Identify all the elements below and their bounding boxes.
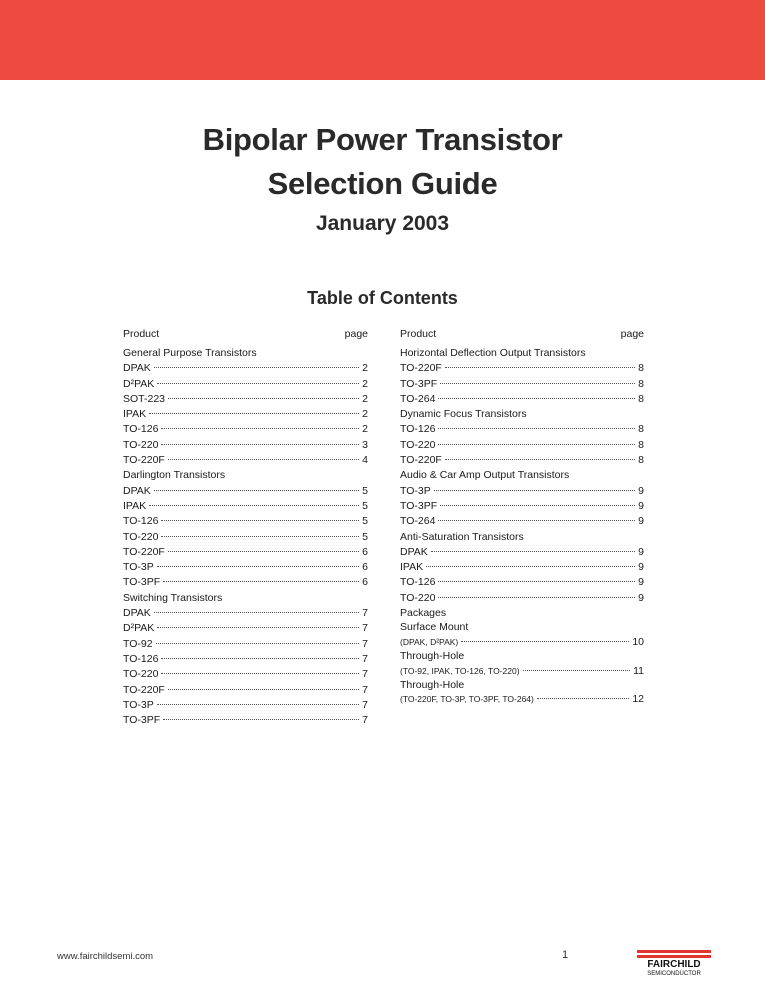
- dot-leader: [438, 520, 635, 521]
- dot-leader: [438, 444, 635, 445]
- dot-leader: [438, 398, 635, 399]
- dot-leader: [461, 641, 629, 642]
- toc-entry[interactable]: [123, 621, 368, 636]
- dot-leader: [154, 612, 359, 613]
- toc-entry-page: 7: [362, 698, 368, 711]
- dot-leader: [161, 673, 359, 674]
- toc-entry-name: DPAK: [123, 362, 151, 375]
- toc-section-title: Darlington Transistors: [123, 469, 226, 482]
- footer-website-url: www.fairchildsemi.com: [57, 951, 154, 962]
- toc-entry[interactable]: [400, 422, 644, 437]
- dot-leader: [157, 383, 359, 384]
- page-column-label: page: [344, 328, 368, 340]
- toc-entry[interactable]: [123, 560, 368, 575]
- toc-entry[interactable]: [123, 713, 368, 728]
- toc-entry[interactable]: [400, 692, 644, 707]
- toc-entry-page: 6: [362, 561, 368, 574]
- dot-leader: [445, 459, 635, 460]
- toc-entry[interactable]: [123, 407, 368, 422]
- dot-leader: [168, 398, 359, 399]
- toc-column-header: [123, 327, 368, 343]
- toc-entry-page: 7: [362, 622, 368, 635]
- toc-entry-page: 8: [638, 423, 644, 436]
- toc-entry-page: 2: [362, 392, 368, 405]
- toc-entry-page: 9: [638, 576, 644, 589]
- logo-bar: [637, 950, 711, 953]
- toc-entry-name: DPAK: [123, 607, 151, 620]
- toc-section-title: Horizontal Deflection Output Transistors: [400, 347, 586, 359]
- toc-entry-name: TO-3PF: [400, 499, 438, 512]
- toc-entry-name: TO-92: [123, 637, 153, 650]
- toc-entry-page: 7: [362, 714, 368, 727]
- toc-entry-name: (TO-92, IPAK, TO-126, TO-220): [400, 665, 520, 676]
- toc-entry-name: TO-220F: [123, 454, 165, 467]
- toc-section-title: General Purpose Transistors: [123, 347, 257, 359]
- toc-entry[interactable]: [123, 514, 368, 529]
- page-title-line-2: Selection Guide: [267, 166, 498, 201]
- dot-leader: [163, 719, 359, 720]
- toc-entry[interactable]: [123, 499, 368, 514]
- dot-leader: [157, 566, 359, 567]
- toc-entry-page: 8: [638, 454, 644, 467]
- toc-section-title: Packages: [400, 607, 447, 620]
- dot-leader: [438, 581, 635, 582]
- toc-column-right: [400, 327, 644, 708]
- toc-entry-page: 6: [362, 545, 368, 558]
- toc-entry-page: 2: [362, 408, 368, 421]
- toc-entry-name: DPAK: [400, 545, 428, 558]
- toc-entry-page: 10: [632, 635, 644, 648]
- toc-entry-name: DPAK: [123, 484, 151, 497]
- dot-leader: [157, 704, 359, 705]
- toc-entry[interactable]: [400, 484, 644, 499]
- package-group-label: Surface Mount: [400, 621, 469, 634]
- dot-leader: [168, 689, 359, 690]
- toc-entry-name: D²PAK: [123, 377, 155, 390]
- dot-leader: [161, 444, 359, 445]
- toc-entry[interactable]: [123, 652, 368, 667]
- toc-entry-name: TO-220: [400, 591, 436, 604]
- footer-page-number: 1: [562, 949, 569, 961]
- toc-entry-page: 6: [362, 576, 368, 589]
- dot-leader: [523, 670, 631, 671]
- toc-entry[interactable]: [123, 606, 368, 621]
- toc-entry-page: 9: [638, 515, 644, 528]
- page-title-line-1: Bipolar Power Transistor: [202, 122, 563, 157]
- toc-entry-page: 7: [362, 652, 368, 665]
- toc-entry-page: 9: [638, 499, 644, 512]
- toc-entry[interactable]: [400, 499, 644, 514]
- toc-entry-page: 7: [362, 637, 368, 650]
- toc-entry-page: 5: [362, 499, 368, 512]
- toc-entry-name: TO-126: [400, 576, 436, 589]
- toc-entry-page: 11: [633, 664, 644, 677]
- toc-entry[interactable]: [123, 637, 368, 652]
- logo-bar: [637, 955, 711, 958]
- toc-entry-page: 5: [362, 530, 368, 543]
- toc-entry[interactable]: [123, 698, 368, 713]
- dot-leader: [440, 383, 635, 384]
- toc-entry-name: TO-126: [123, 423, 159, 436]
- toc-entry[interactable]: [123, 683, 368, 698]
- toc-entry-name: TO-220: [400, 438, 436, 451]
- toc-entry-page: 8: [638, 377, 644, 390]
- toc-entry-name: TO-126: [123, 515, 159, 528]
- toc-entry-name: TO-3P: [123, 561, 154, 574]
- logo-subtext: SEMICONDUCTOR: [647, 971, 701, 976]
- dot-leader: [154, 490, 359, 491]
- toc-entry-name: TO-264: [400, 392, 436, 405]
- toc-entry-name: (TO-220F, TO-3P, TO-3PF, TO-264): [400, 694, 534, 705]
- toc-entry-name: IPAK: [400, 561, 424, 574]
- toc-section-title: Switching Transistors: [123, 591, 223, 604]
- logo-text: FAIRCHILD: [647, 959, 701, 970]
- toc-entry[interactable]: [123, 392, 368, 407]
- toc-entry-name: SOT-223: [123, 392, 166, 405]
- toc-entry[interactable]: [123, 575, 368, 590]
- toc-entry[interactable]: [123, 484, 368, 499]
- toc-heading: Table of Contents: [307, 288, 458, 308]
- toc-entry-page: 5: [362, 515, 368, 528]
- dot-leader: [149, 413, 359, 414]
- toc-entry[interactable]: [123, 453, 368, 468]
- publication-date: January 2003: [315, 212, 450, 235]
- toc-entry[interactable]: [123, 377, 368, 392]
- dot-leader: [157, 627, 359, 628]
- toc-entry-page: 2: [362, 377, 368, 390]
- toc-entry-page: 7: [362, 668, 368, 681]
- toc-column-header: [400, 327, 644, 343]
- toc-entry-name: TO-220F: [400, 362, 442, 375]
- toc-entry-name: TO-220F: [123, 545, 165, 558]
- toc-entry-page: 2: [362, 362, 368, 375]
- toc-entry[interactable]: [400, 560, 644, 575]
- toc-entry[interactable]: [400, 361, 644, 376]
- toc-entry[interactable]: [400, 575, 644, 590]
- toc-entry-page: 9: [638, 484, 644, 497]
- dot-leader: [445, 367, 635, 368]
- toc-entry-name: (DPAK, D²PAK): [400, 636, 459, 647]
- product-column-label: Product: [400, 328, 437, 340]
- toc-entry-name: TO-126: [123, 652, 159, 665]
- toc-entry-name: TO-126: [400, 423, 436, 436]
- toc-entry-name: TO-220: [123, 438, 159, 451]
- toc-entry-page: 9: [638, 545, 644, 558]
- toc-entry-page: 12: [632, 693, 644, 706]
- toc-entry[interactable]: [400, 438, 644, 453]
- toc-entry-name: D²PAK: [123, 622, 155, 635]
- dot-leader: [156, 643, 360, 644]
- toc-entry-name: IPAK: [123, 408, 147, 421]
- dot-leader: [154, 367, 359, 368]
- toc-entry[interactable]: [123, 545, 368, 560]
- toc-entry-page: 3: [362, 438, 368, 451]
- page-column-label: page: [620, 328, 644, 340]
- package-group-label: Through-Hole: [400, 678, 465, 691]
- toc-section-title: Anti-Saturation Transistors: [400, 530, 524, 543]
- toc-entry[interactable]: [123, 530, 368, 545]
- toc-entry[interactable]: [400, 514, 644, 529]
- toc-entry[interactable]: [123, 422, 368, 437]
- top-color-band: [0, 0, 765, 80]
- dot-leader: [168, 459, 359, 460]
- dot-leader: [163, 581, 359, 582]
- toc-entry[interactable]: [123, 667, 368, 682]
- toc-section-title: Dynamic Focus Transistors: [400, 408, 527, 421]
- dot-leader: [431, 551, 635, 552]
- dot-leader: [440, 505, 635, 506]
- toc-entry[interactable]: [123, 438, 368, 453]
- toc-entry-page: 4: [362, 454, 368, 467]
- dot-leader: [434, 490, 635, 491]
- dot-leader: [168, 551, 359, 552]
- toc-entry-name: TO-220F: [123, 683, 165, 696]
- fairchild-logo: [637, 950, 711, 976]
- toc-entry-name: TO-220F: [400, 454, 442, 467]
- toc-entry-page: 7: [362, 683, 368, 696]
- toc-entry-name: TO-3P: [400, 484, 431, 497]
- toc-entry[interactable]: [400, 635, 644, 650]
- product-column-label: Product: [123, 328, 160, 340]
- toc-entry[interactable]: [400, 545, 644, 560]
- toc-entry[interactable]: [400, 453, 644, 468]
- toc-entry[interactable]: [400, 377, 644, 392]
- dot-leader: [161, 536, 359, 537]
- dot-leader: [161, 520, 359, 521]
- toc-entry-page: 2: [362, 423, 368, 436]
- toc-entry-name: TO-3PF: [400, 377, 438, 390]
- toc-entry-name: TO-220: [123, 668, 159, 681]
- title-block: [0, 118, 765, 240]
- toc-entry[interactable]: [400, 664, 644, 679]
- toc-entry-page: 8: [638, 438, 644, 451]
- dot-leader: [438, 597, 635, 598]
- toc-column-left: [123, 327, 368, 728]
- toc-entry-name: TO-264: [400, 515, 436, 528]
- toc-entry-name: TO-3PF: [123, 714, 161, 727]
- toc-entry-page: 9: [638, 561, 644, 574]
- toc-entry-name: TO-3P: [123, 698, 154, 711]
- toc-entry-page: 8: [638, 362, 644, 375]
- toc-entry-name: TO-3PF: [123, 576, 161, 589]
- toc-entry[interactable]: [400, 591, 644, 606]
- toc-entry[interactable]: [123, 361, 368, 376]
- toc-entry-page: 9: [638, 591, 644, 604]
- toc-section-title: Audio & Car Amp Output Transistors: [400, 469, 570, 482]
- toc-entry[interactable]: [400, 392, 644, 407]
- dot-leader: [438, 428, 635, 429]
- dot-leader: [149, 505, 359, 506]
- package-group-label: Through-Hole: [400, 650, 465, 663]
- dot-leader: [537, 698, 629, 699]
- toc-entry-name: TO-220: [123, 530, 159, 543]
- toc-entry-name: IPAK: [123, 499, 147, 512]
- dot-leader: [161, 658, 359, 659]
- toc-entry-page: 7: [362, 607, 368, 620]
- dot-leader: [426, 566, 635, 567]
- toc-entry-page: 5: [362, 484, 368, 497]
- toc-entry-page: 8: [638, 392, 644, 405]
- dot-leader: [161, 428, 359, 429]
